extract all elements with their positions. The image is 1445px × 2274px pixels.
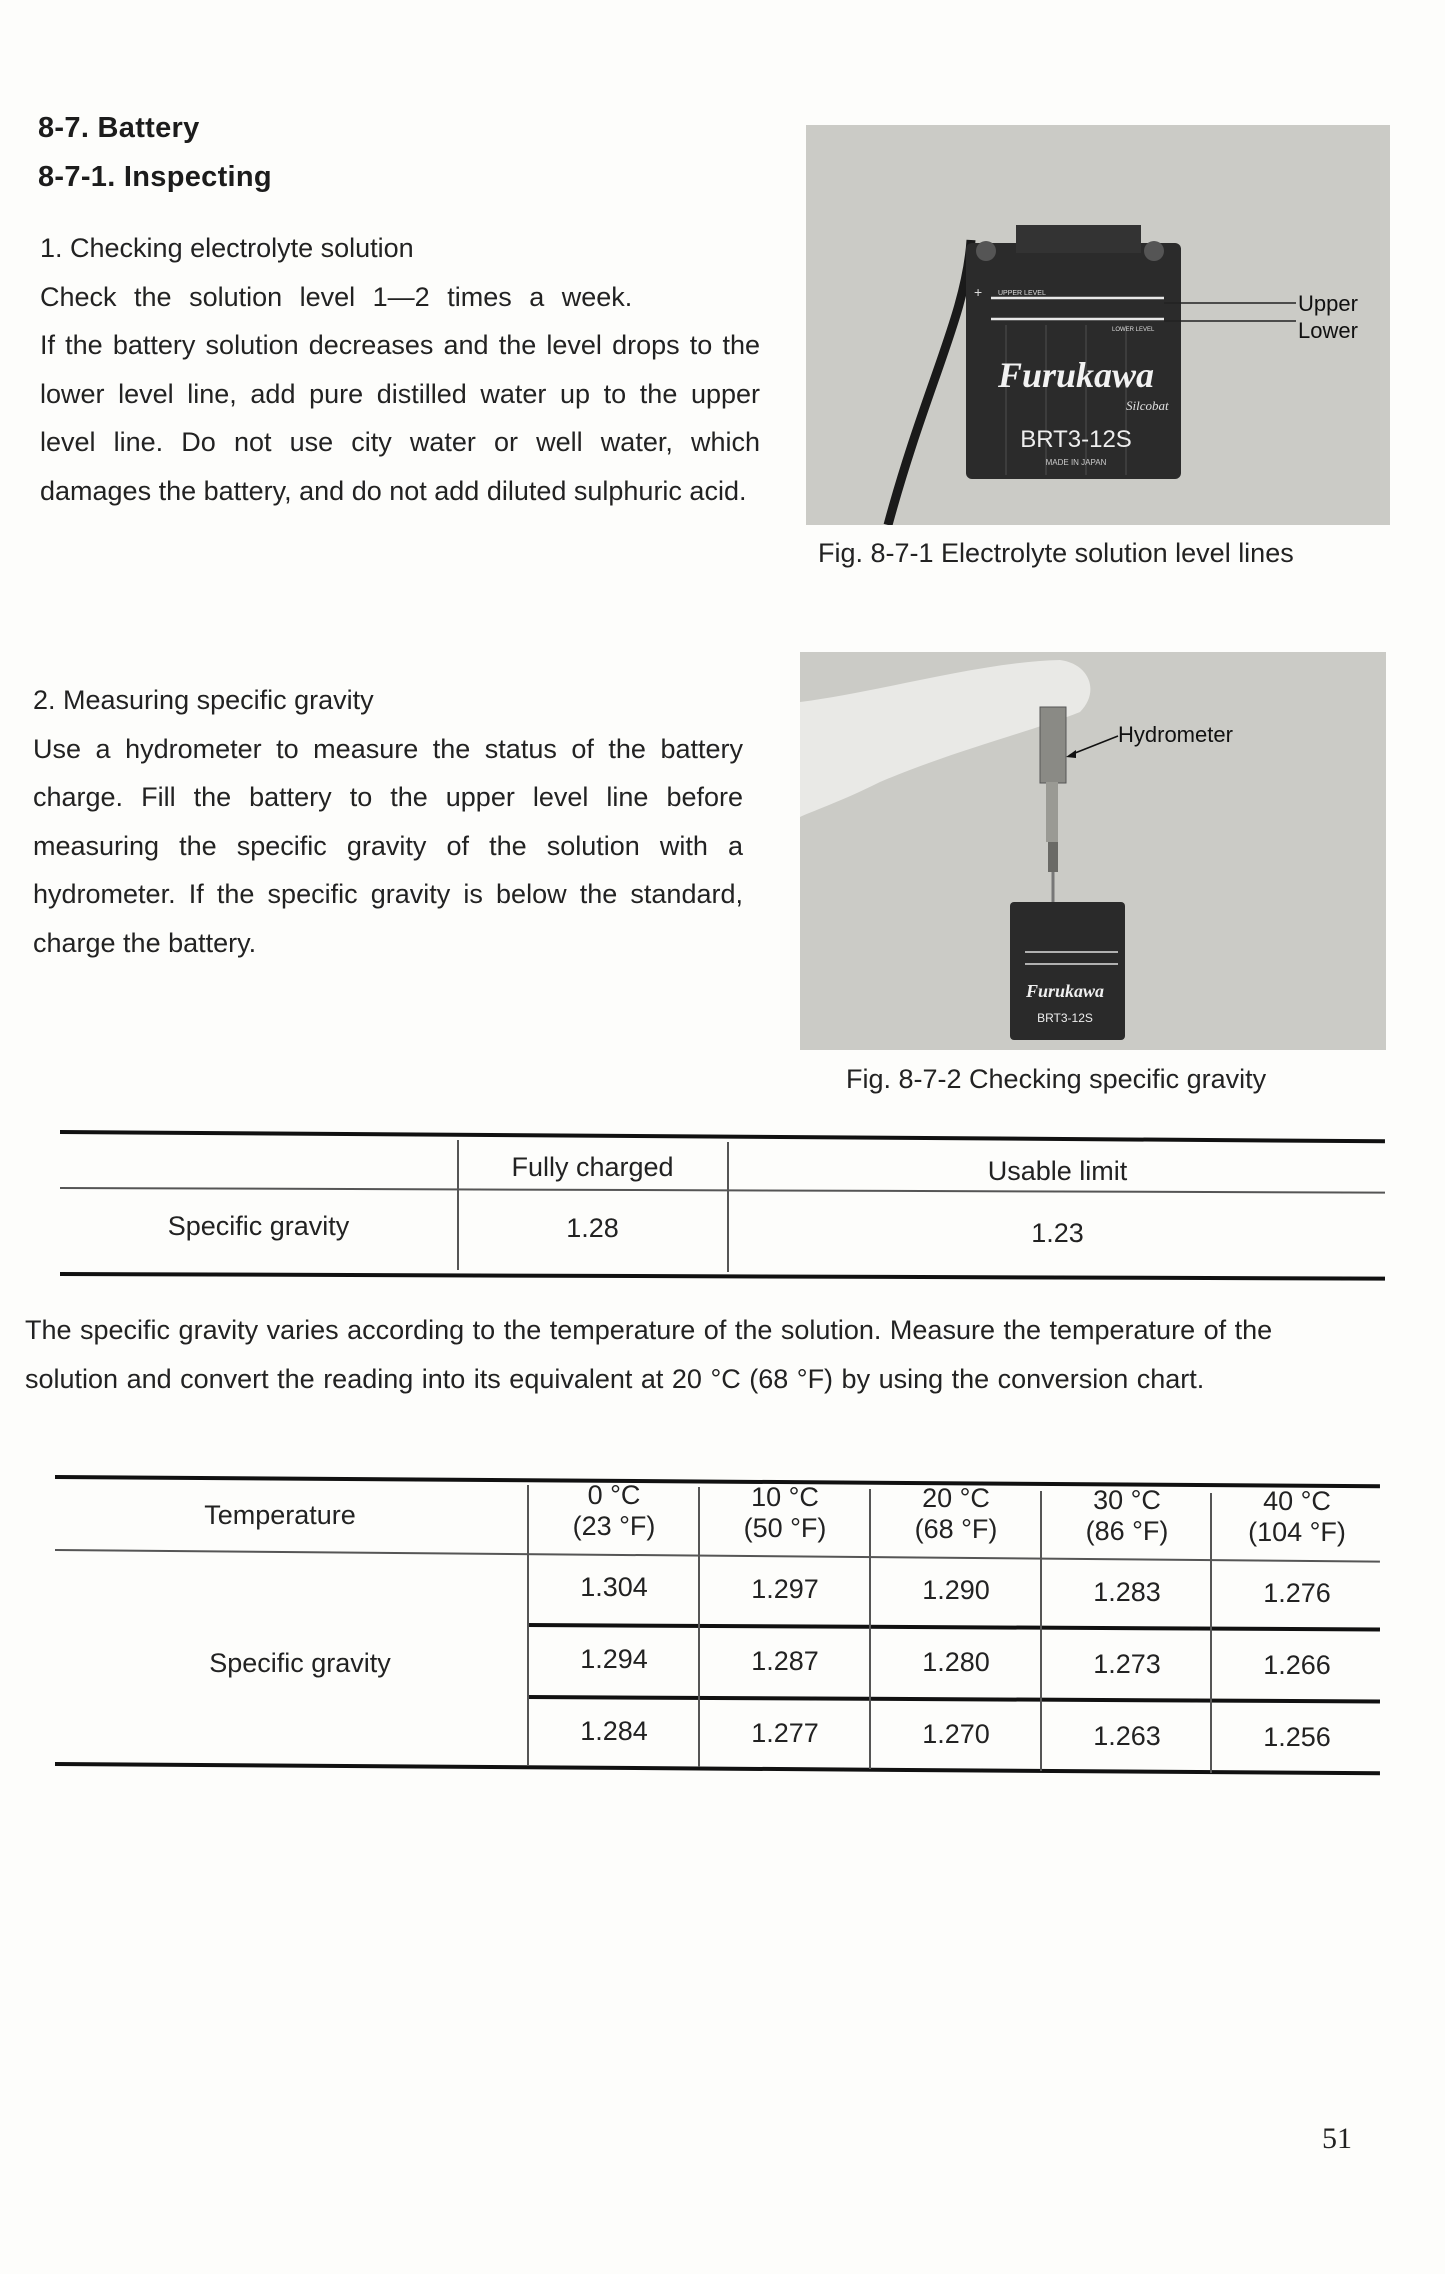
table1-header-usable-limit: Usable limit [987, 1156, 1128, 1186]
section-title: 8-7. Battery [38, 112, 200, 144]
label-upper: Upper [1298, 291, 1358, 316]
battery-upper-level-text: UPPER LEVEL [998, 290, 1046, 297]
specific-gravity-cell: 1.294 [580, 1644, 648, 1674]
battery-brand-logo: Furukawa [997, 355, 1155, 395]
specific-gravity-cell: 1.304 [580, 1572, 648, 1602]
specific-gravity-cell: 1.273 [1093, 1648, 1161, 1679]
figure-1-caption: Fig. 8-7-1 Electrolyte solution level lines [818, 538, 1294, 568]
figure-2-caption: Fig. 8-7-2 Checking specific gravity [846, 1064, 1267, 1094]
specific-gravity-cell: 1.276 [1263, 1578, 1331, 1608]
table2-header-label: Temperature [204, 1500, 356, 1530]
step1-paragraph-1: Check the solution level 1—2 times a week. [40, 281, 633, 312]
specific-gravity-cell: 1.284 [580, 1716, 648, 1746]
table1-value-fully-charged: 1.28 [566, 1213, 619, 1243]
table2-row-label: Specific gravity [209, 1648, 391, 1678]
battery-lower-level-text: LOWER LEVEL [1112, 327, 1155, 333]
temperature-fahrenheit: (104 °F) [1248, 1517, 1346, 1547]
specific-gravity-cell: 1.283 [1093, 1576, 1161, 1607]
step2-paragraph: Use a hydrometer to measure the status of the battery charge. Fill the battery to the upper level line before measuring the specific gravity of the solution with a hydrometer. If the specific gravity is below the standard, charge the battery. [33, 733, 743, 958]
step1-text [40, 224, 760, 515]
table1-row-label: Specific gravity [167, 1211, 350, 1241]
section-subtitle: 8-7-1. Inspecting [38, 161, 272, 193]
figure-2-photo [800, 652, 1386, 1050]
page-number: 51 [1322, 2122, 1352, 2155]
temperature-celsius: 30 °C [1093, 1484, 1161, 1515]
table1-value-usable-limit: 1.23 [1031, 1218, 1084, 1248]
battery-origin: MADE IN JAPAN [1045, 458, 1107, 467]
specific-gravity-cell: 1.266 [1263, 1650, 1331, 1680]
temperature-celsius: 20 °C [922, 1483, 990, 1513]
label-hydrometer: Hydrometer [1118, 722, 1233, 747]
specific-gravity-cell: 1.287 [751, 1645, 819, 1676]
battery-brand-logo-2: Furukawa [1025, 981, 1105, 1001]
svg-text:+: + [974, 284, 983, 300]
temperature-celsius: 10 °C [751, 1481, 819, 1512]
temperature-celsius: 40 °C [1263, 1486, 1331, 1516]
battery-model: BRT3-12S [1020, 426, 1132, 453]
temperature-header-cell [529, 1480, 699, 1542]
temperature-header-cell [700, 1482, 870, 1544]
temperature-header-cell [871, 1483, 1041, 1545]
hydrometer-illustration [800, 652, 1386, 1050]
specific-gravity-cell: 1.256 [1263, 1722, 1331, 1752]
step1-heading: 1. Checking electrolyte solution [40, 233, 414, 263]
hydrometer-tube [1040, 707, 1066, 783]
specific-gravity-cell: 1.263 [1093, 1720, 1161, 1751]
temperature-fahrenheit: (86 °F) [1085, 1515, 1169, 1546]
table1-header-fully-charged: Fully charged [511, 1152, 674, 1182]
temperature-celsius: 0 °C [587, 1480, 641, 1510]
specific-gravity-cell: 1.270 [922, 1719, 990, 1749]
temperature-note: The specific gravity varies according to the temperature of the solution. Measure the temperature of the solution and convert the reading into its equivalent at 20 °C (68 °F) by using the conversion chart. [25, 1315, 1273, 1394]
temperature-fahrenheit: (23 °F) [572, 1511, 656, 1541]
figure-1-photo [806, 125, 1390, 525]
temperature-header-cell [1212, 1486, 1382, 1548]
temperature-header-cell [1042, 1485, 1212, 1547]
battery-model-2: BRT3-12S [1037, 1011, 1093, 1025]
battery-sub-logo: Silcobat [1126, 398, 1169, 413]
specific-gravity-cell: 1.290 [922, 1575, 990, 1605]
specific-gravity-cell: 1.280 [922, 1647, 990, 1677]
step1-paragraph-2: If the battery solution decreases and the level drops to the lower level line, add pure distilled water up to the upper level line. Do not use city water or well water, which damages the battery, and do not add diluted sulphuric acid. [40, 330, 760, 506]
specific-gravity-cell: 1.277 [751, 1717, 819, 1748]
temperature-fahrenheit: (50 °F) [743, 1512, 827, 1543]
step2-heading: 2. Measuring specific gravity [33, 685, 374, 715]
label-lower: Lower [1298, 318, 1358, 343]
battery-level-illustration [806, 125, 1390, 525]
step2-text [33, 676, 743, 967]
specific-gravity-cell: 1.297 [751, 1573, 819, 1604]
temperature-fahrenheit: (68 °F) [914, 1514, 998, 1544]
